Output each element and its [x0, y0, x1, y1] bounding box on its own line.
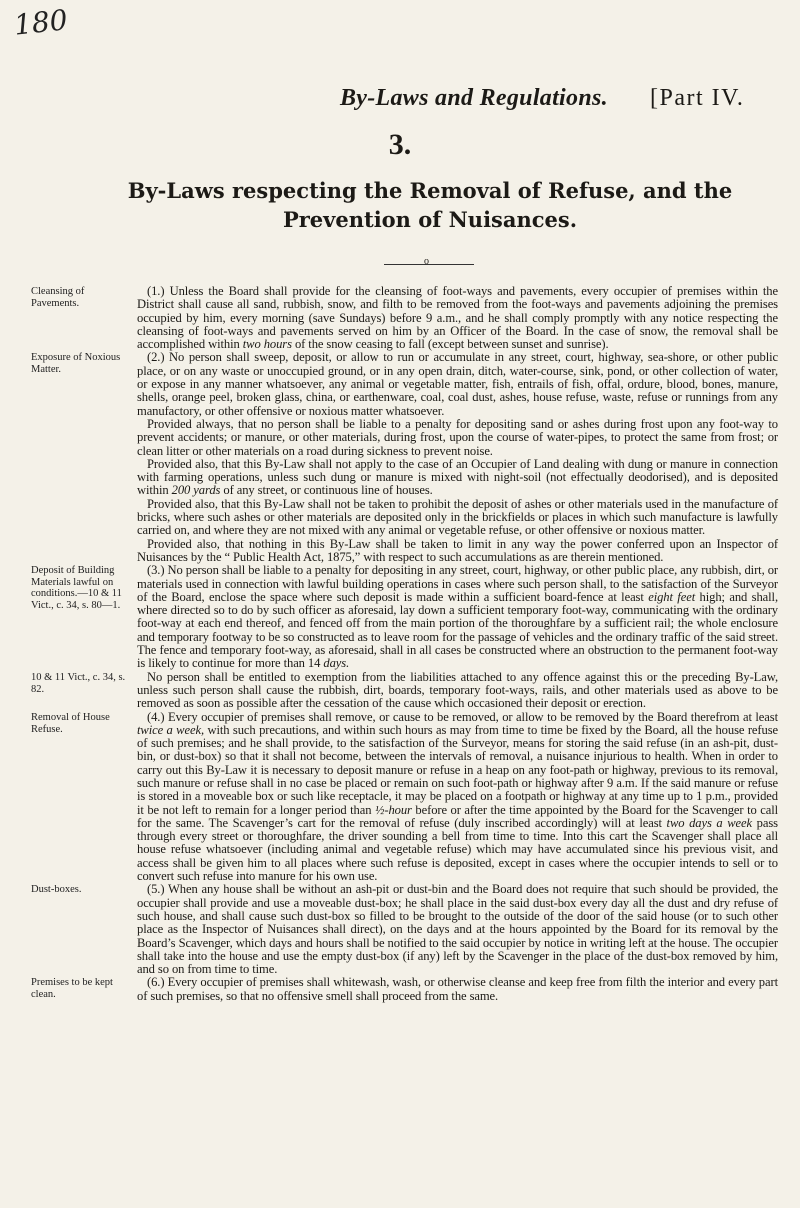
paragraph-4: Provided also, that this By-Law shall not apply to the case of an Occupier of Land dealing with dung or manure in connection with farming operations, unless such dung or manure is mixed with night-soil (not effectually deodorised), and is deposited within 200 yards of any street, or continuous line of houses. [137, 456, 778, 498]
margin-note-dustboxes: Dust-boxes. [31, 884, 82, 895]
divider-mark: o [424, 256, 429, 267]
section-title-line-2: Prevention of Nuisances. [282, 207, 578, 232]
paragraph-6: Provided also, that nothing in this By-Law shall be taken to limit in any way the power conferred upon an Inspector of Nuisances by the “ Public Health Act, 1875,” with respect to such accumulations as are therein mentioned. [137, 536, 778, 564]
paragraph-11: (6.) Every occupier of premises shall whitewash, wash, or otherwise cleanse and keep free from filth the interior and every part of such premises, so that no offensive smell shall proceed from the same. [137, 975, 778, 1003]
paragraph-10: (5.) When any house shall be without an ash-pit or dust-bin and the Board does not require that such should be provided, the occupier shall provide and use a moveable dust-box; he shall place in the said dust-box every day all the dust and dry refuse of such house, and shall cause such dust-box so filled to be brought to the outside of the door of the said house (or to such other place as the Inspector of Nuisances shall direct), on the days and at the hours appointed by the Board for its removal by the Board’s Scavenger, which days and hours shall be notified to the said occupier by notice in writing left at the house. The occupier shall take into the house and use the empty dust-box (if any) left by the Scavenger in the place of the dust-box removed by him, and so on from time to time. [137, 882, 778, 977]
margin-note-premises: Premises to be kept clean. [31, 977, 113, 1000]
section-divider [384, 264, 474, 265]
paragraph-5: Provided also, that this By-Law shall not be taken to prohibit the deposit of ashes or other materials used in the manufacture of bricks, where such ashes or other materials are deposited only in the brickfields or places in which such manufacture is lawfully carried on, and where they are not mixed with any animal or vegetable refuse, or other offensive or noxious matter. [137, 496, 778, 538]
margin-note-deposit: Deposit of Building Materials lawful on conditions.—10 & 11 Vict., c. 34, s. 80—1. [31, 565, 122, 611]
running-header-part: [Part IV. [650, 85, 745, 111]
paragraph-2: (2.) No person shall sweep, deposit, or allow to run or accumulate in any street, court, highway, sea-shore, or other public place, or on any waste or unoccupied ground, or in any open drain, ditch, water-course, sink, pond, or other collection of water, or expose in any manner whatsoever, any animal or vegetable matter, fish, entrails of fish, offal, ordure, blood, bones, manure, shells, orange peel, broken glass, china, or earthenware, coal, coal dust, ashes, house refuse, waste, refuse or runnings from any manufactory, or other offensive or noxious matter whatsoever. [137, 350, 778, 418]
margin-note-cleansing: Cleansing of Pavements. [31, 286, 85, 309]
margin-note-removal: Removal of House Refuse. [31, 712, 110, 735]
paragraph-9: (4.) Every occupier of premises shall remove, or cause to be removed, or allow to be removed by the Board therefrom at least twice a week, with such precautions, and within such hours as may from time to time be fixed by the Board, all the house refuse of such premises; and he shall provide, to the satisfaction of the Surveyor, means for storing the said refuse (in an ash-pit, dust-bin, or dust-box) so that it shall not become, between the intervals of removal, a nuisance injurious to health. When in order to carry out this By-Law it is necessary to deposit manure or refuse in a heap on any foot-path or highway, previous to its removal, such manure or refuse shall in no case be placed or remain on such foot-path or highway after 9 a.m. If the said manure or refuse is stored in a moveable box or such like receptacle, it may be placed on a footpath or highway at any time up to 1 p.m., provided it be not left to remain for a longer period than ½-hour before or after the time appointed by the Board for the Scavenger to call for the same. The Scavenger’s cart for the removal of refuse (duly inscribed accordingly) will at least two days a week pass through every street or thoroughfare, the driver sounding a bell from time to time. Into this cart the Scavenger shall place all house refuse whatsoever (including animal and vegetable refuse) which may have accumulated since his previous visit, and access shall be given him to all places where such refuse is deposited, except in cases where the occupier intends to sell or to convert such refuse into manure for his own use. [137, 709, 778, 884]
margin-note-exposure: Exposure of Noxious Matter. [31, 352, 121, 375]
section-number: 3. [388, 128, 412, 161]
paragraph-3: Provided always, that no person shall be liable to a penalty for depositing sand or ashes during frost upon any foot-way to prevent accidents; or manure, or other materials, during frost, upon the course of water-pipes, to protect the same from frost; or clean litter or other materials on a road during sickness to prevent noise. [137, 416, 778, 458]
paragraph-1: (1.) Unless the Board shall provide for the cleansing of foot-ways and pavements, every occupier of premises within the District shall cause all sand, rubbish, snow, and filth to be removed from the foot-ways and pavements adjoining the premises occupied by him, every morning (save Sundays) before 9 a.m., and he shall comply promptly with any notice respecting the cleansing of foot-ways and pavements served on him by an Officer of the Board. In the case of snow, the removal shall be accomplished within two hours of the snow ceasing to fall (except between sunset and sunrise). [137, 284, 778, 352]
margin-note-vict: 10 & 11 Vict., c. 34, s. 82. [31, 672, 126, 695]
running-header-title: By-Laws and Regulations. [340, 85, 608, 111]
bylaw-body [137, 285, 778, 1003]
paragraph-8: No person shall be entitled to exemption from the liabilities attached to any offence against this or the preceding By-Law, unless such person shall cause the rubbish, dirt, boards, temporary foot-ways, rails, and other materials used as above to be removed as soon as possible after the cessation of the cause which occasioned their deposit or erection. [137, 669, 778, 711]
handwritten-page-number: 180 [12, 3, 70, 42]
section-title-line-1: By-Laws respecting the Removal of Refuse, and the [127, 178, 733, 203]
section-title [110, 176, 750, 234]
paragraph-7: (3.) No person shall be liable to a penalty for depositing in any street, court, highway, or other public place, any rubbish, dirt, or materials used in connection with lawful building operations in cases where such person shall, to the satisfaction of the Surveyor of the Board, enclose the space where such deposit is made within a sufficient board-fence at least eight feet high; and shall, where directed so to do by such officer as aforesaid, lay down a sufficient temporary foot-way, communicating with the ordinary foot-way at each end thereof, and fenced off from the main portion of the thoroughfare by a sufficient rail; the whole enclosure and temporary footway to be so constructed as to leave room for the passage of vehicles and the ordinary traffic of the said street. The fence and temporary foot-way, as aforesaid, shall in all cases be constructed where an obstruction to the permanent foot-way is likely to continue for more than 14 days. [137, 563, 778, 671]
